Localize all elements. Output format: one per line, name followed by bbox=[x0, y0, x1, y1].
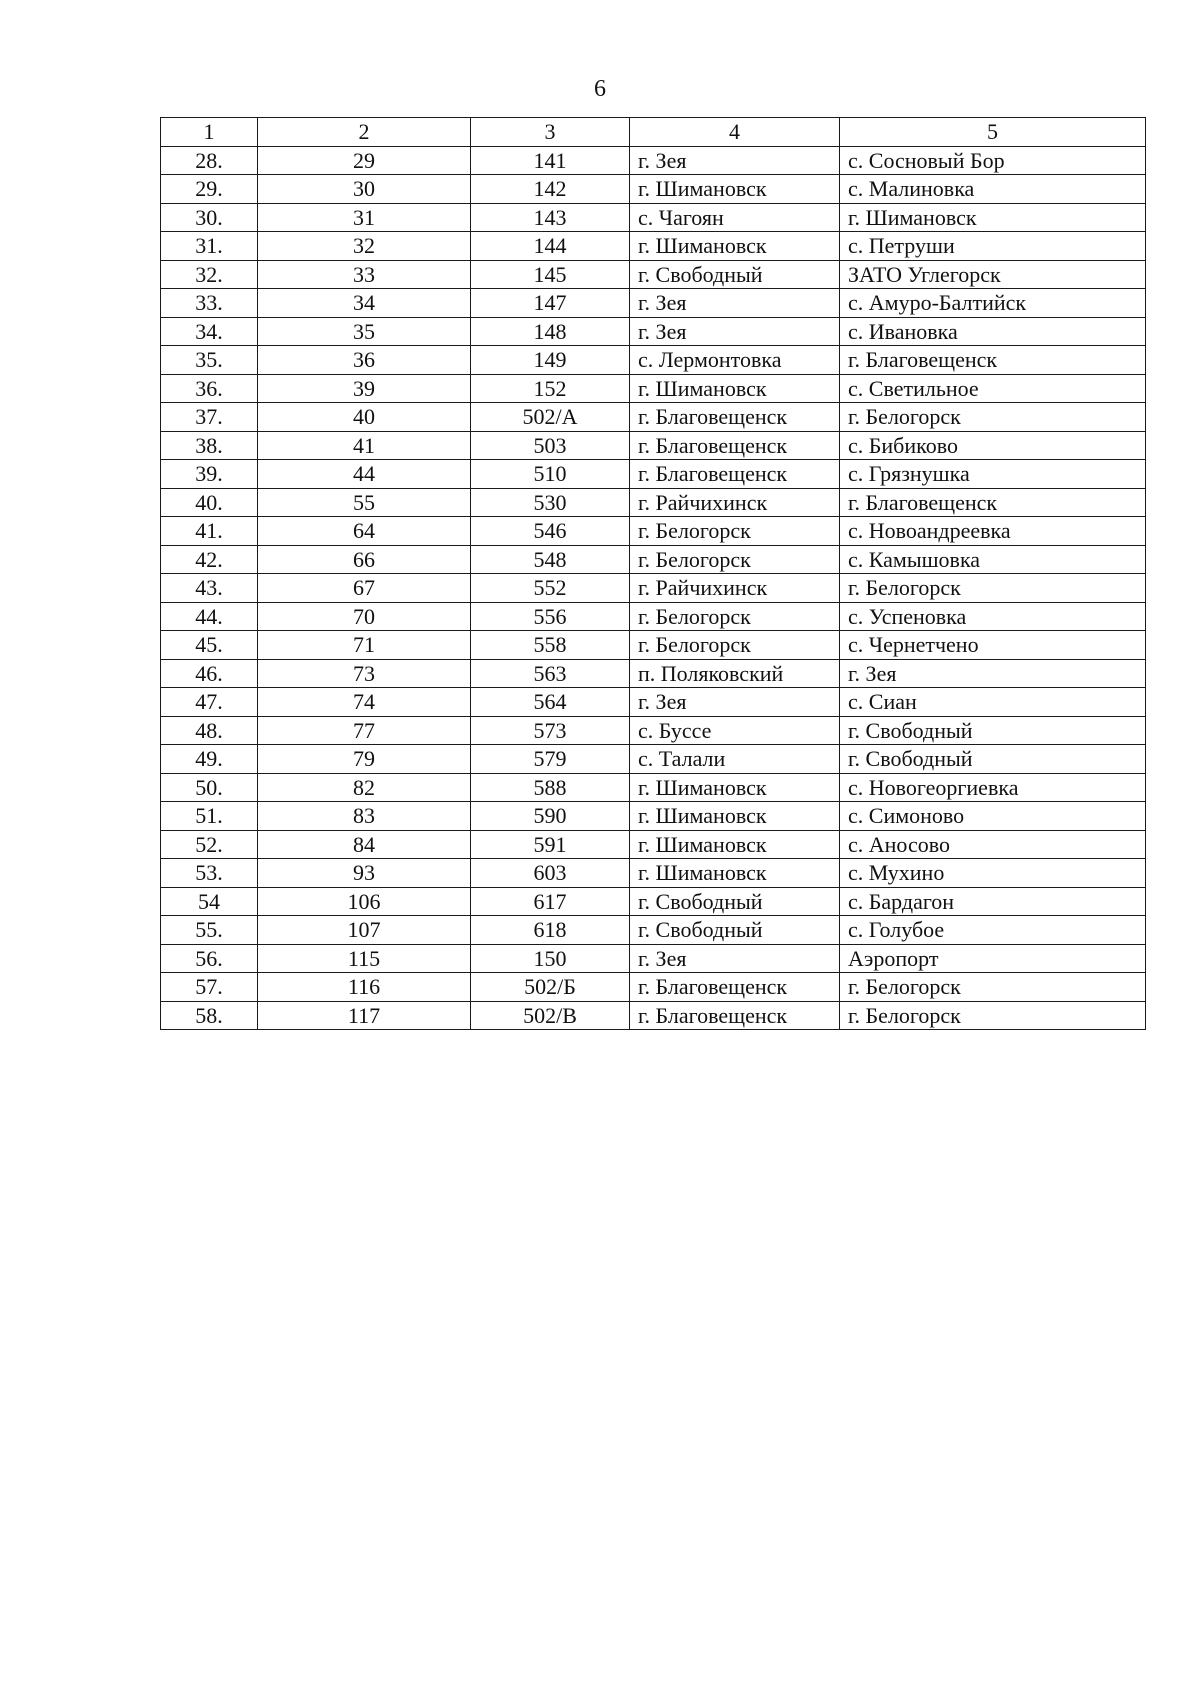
row-number-cell: 51. bbox=[161, 802, 258, 831]
end-point-cell: с. Петруши bbox=[840, 232, 1146, 261]
row-number-cell: 55. bbox=[161, 916, 258, 945]
table-row bbox=[161, 431, 1146, 460]
end-point-cell: г. Белогорск bbox=[840, 1001, 1146, 1030]
end-point-cell: с. Малиновка bbox=[840, 175, 1146, 204]
end-point-cell: г. Шимановск bbox=[840, 203, 1146, 232]
col2-value-cell: 74 bbox=[258, 688, 471, 717]
table-header-row bbox=[161, 118, 1146, 147]
row-number-cell: 53. bbox=[161, 859, 258, 888]
col2-value-cell: 83 bbox=[258, 802, 471, 831]
end-point-cell: с. Камышовка bbox=[840, 545, 1146, 574]
end-point-cell: с. Чернетчено bbox=[840, 631, 1146, 660]
end-point-cell: с. Мухино bbox=[840, 859, 1146, 888]
start-point-cell: г. Шимановск bbox=[630, 232, 840, 261]
route-number-cell: 552 bbox=[471, 574, 630, 603]
route-number-cell: 558 bbox=[471, 631, 630, 660]
routes-table-container bbox=[160, 117, 1145, 1030]
col2-value-cell: 55 bbox=[258, 488, 471, 517]
start-point-cell: г. Благовещенск bbox=[630, 973, 840, 1002]
route-number-cell: 563 bbox=[471, 659, 630, 688]
col2-value-cell: 84 bbox=[258, 830, 471, 859]
route-number-cell: 147 bbox=[471, 289, 630, 318]
end-point-cell: с. Симоново bbox=[840, 802, 1146, 831]
start-point-cell: г. Зея bbox=[630, 944, 840, 973]
route-number-cell: 579 bbox=[471, 745, 630, 774]
end-point-cell: г. Благовещенск bbox=[840, 346, 1146, 375]
row-number-cell: 30. bbox=[161, 203, 258, 232]
route-number-cell: 152 bbox=[471, 374, 630, 403]
end-point-cell: с. Сосновый Бор bbox=[840, 146, 1146, 175]
start-point-cell: г. Свободный bbox=[630, 260, 840, 289]
route-number-cell: 548 bbox=[471, 545, 630, 574]
start-point-cell: г. Белогорск bbox=[630, 631, 840, 660]
col2-value-cell: 29 bbox=[258, 146, 471, 175]
row-number-cell: 45. bbox=[161, 631, 258, 660]
start-point-cell: с. Лермонтовка bbox=[630, 346, 840, 375]
table-body bbox=[161, 146, 1146, 1030]
row-number-cell: 42. bbox=[161, 545, 258, 574]
table-row bbox=[161, 830, 1146, 859]
table-row bbox=[161, 773, 1146, 802]
start-point-cell: п. Поляковский bbox=[630, 659, 840, 688]
end-point-cell: с. Аносово bbox=[840, 830, 1146, 859]
end-point-cell: с. Новоандреевка bbox=[840, 517, 1146, 546]
end-point-cell: с. Ивановка bbox=[840, 317, 1146, 346]
table-row bbox=[161, 659, 1146, 688]
col2-value-cell: 93 bbox=[258, 859, 471, 888]
table-row bbox=[161, 203, 1146, 232]
end-point-cell: г. Благовещенск bbox=[840, 488, 1146, 517]
end-point-cell: с. Амуро-Балтийск bbox=[840, 289, 1146, 318]
header-col-2: 2 bbox=[258, 118, 471, 147]
table-row bbox=[161, 146, 1146, 175]
route-number-cell: 149 bbox=[471, 346, 630, 375]
end-point-cell: с. Светильное bbox=[840, 374, 1146, 403]
row-number-cell: 47. bbox=[161, 688, 258, 717]
start-point-cell: г. Райчихинск bbox=[630, 574, 840, 603]
route-number-cell: 150 bbox=[471, 944, 630, 973]
start-point-cell: г. Зея bbox=[630, 146, 840, 175]
header-col-1: 1 bbox=[161, 118, 258, 147]
start-point-cell: г. Шимановск bbox=[630, 859, 840, 888]
col2-value-cell: 106 bbox=[258, 887, 471, 916]
row-number-cell: 36. bbox=[161, 374, 258, 403]
row-number-cell: 50. bbox=[161, 773, 258, 802]
route-number-cell: 148 bbox=[471, 317, 630, 346]
route-number-cell: 556 bbox=[471, 602, 630, 631]
route-number-cell: 502/В bbox=[471, 1001, 630, 1030]
route-number-cell: 141 bbox=[471, 146, 630, 175]
start-point-cell: г. Зея bbox=[630, 688, 840, 717]
table-row bbox=[161, 374, 1146, 403]
start-point-cell: г. Свободный bbox=[630, 887, 840, 916]
row-number-cell: 58. bbox=[161, 1001, 258, 1030]
route-number-cell: 617 bbox=[471, 887, 630, 916]
col2-value-cell: 39 bbox=[258, 374, 471, 403]
start-point-cell: г. Белогорск bbox=[630, 517, 840, 546]
row-number-cell: 52. bbox=[161, 830, 258, 859]
start-point-cell: г. Шимановск bbox=[630, 374, 840, 403]
end-point-cell: г. Белогорск bbox=[840, 973, 1146, 1002]
col2-value-cell: 66 bbox=[258, 545, 471, 574]
row-number-cell: 39. bbox=[161, 460, 258, 489]
col2-value-cell: 70 bbox=[258, 602, 471, 631]
table-row bbox=[161, 973, 1146, 1002]
end-point-cell: с. Бибиково bbox=[840, 431, 1146, 460]
col2-value-cell: 77 bbox=[258, 716, 471, 745]
route-number-cell: 573 bbox=[471, 716, 630, 745]
end-point-cell: Аэропорт bbox=[840, 944, 1146, 973]
table-row bbox=[161, 631, 1146, 660]
table-row bbox=[161, 802, 1146, 831]
route-number-cell: 591 bbox=[471, 830, 630, 859]
row-number-cell: 38. bbox=[161, 431, 258, 460]
end-point-cell: г. Свободный bbox=[840, 745, 1146, 774]
end-point-cell: с. Бардагон bbox=[840, 887, 1146, 916]
row-number-cell: 49. bbox=[161, 745, 258, 774]
row-number-cell: 54 bbox=[161, 887, 258, 916]
table-row bbox=[161, 517, 1146, 546]
start-point-cell: г. Благовещенск bbox=[630, 1001, 840, 1030]
table-row bbox=[161, 1001, 1146, 1030]
table-row bbox=[161, 232, 1146, 261]
header-col-5: 5 bbox=[840, 118, 1146, 147]
table-row bbox=[161, 289, 1146, 318]
route-number-cell: 142 bbox=[471, 175, 630, 204]
table-row bbox=[161, 916, 1146, 945]
table-row bbox=[161, 488, 1146, 517]
table-row bbox=[161, 175, 1146, 204]
start-point-cell: г. Шимановск bbox=[630, 830, 840, 859]
row-number-cell: 40. bbox=[161, 488, 258, 517]
col2-value-cell: 44 bbox=[258, 460, 471, 489]
row-number-cell: 57. bbox=[161, 973, 258, 1002]
col2-value-cell: 64 bbox=[258, 517, 471, 546]
col2-value-cell: 41 bbox=[258, 431, 471, 460]
start-point-cell: г. Райчихинск bbox=[630, 488, 840, 517]
table-row bbox=[161, 545, 1146, 574]
end-point-cell: с. Грязнушка bbox=[840, 460, 1146, 489]
table-row bbox=[161, 260, 1146, 289]
page-number: 6 bbox=[594, 76, 606, 102]
col2-value-cell: 36 bbox=[258, 346, 471, 375]
header-col-4: 4 bbox=[630, 118, 840, 147]
col2-value-cell: 32 bbox=[258, 232, 471, 261]
col2-value-cell: 79 bbox=[258, 745, 471, 774]
end-point-cell: г. Зея bbox=[840, 659, 1146, 688]
start-point-cell: г. Благовещенск bbox=[630, 403, 840, 432]
route-number-cell: 145 bbox=[471, 260, 630, 289]
col2-value-cell: 71 bbox=[258, 631, 471, 660]
row-number-cell: 32. bbox=[161, 260, 258, 289]
route-number-cell: 143 bbox=[471, 203, 630, 232]
end-point-cell: г. Свободный bbox=[840, 716, 1146, 745]
route-number-cell: 588 bbox=[471, 773, 630, 802]
table-row bbox=[161, 688, 1146, 717]
row-number-cell: 33. bbox=[161, 289, 258, 318]
table-row bbox=[161, 859, 1146, 888]
start-point-cell: г. Свободный bbox=[630, 916, 840, 945]
route-number-cell: 502/Б bbox=[471, 973, 630, 1002]
route-number-cell: 603 bbox=[471, 859, 630, 888]
col2-value-cell: 107 bbox=[258, 916, 471, 945]
table-row bbox=[161, 745, 1146, 774]
row-number-cell: 31. bbox=[161, 232, 258, 261]
route-number-cell: 564 bbox=[471, 688, 630, 717]
route-number-cell: 546 bbox=[471, 517, 630, 546]
start-point-cell: г. Белогорск bbox=[630, 545, 840, 574]
table-row bbox=[161, 602, 1146, 631]
route-number-cell: 510 bbox=[471, 460, 630, 489]
routes-table bbox=[160, 117, 1146, 1030]
col2-value-cell: 30 bbox=[258, 175, 471, 204]
col2-value-cell: 67 bbox=[258, 574, 471, 603]
col2-value-cell: 116 bbox=[258, 973, 471, 1002]
col2-value-cell: 117 bbox=[258, 1001, 471, 1030]
table-row bbox=[161, 346, 1146, 375]
route-number-cell: 502/А bbox=[471, 403, 630, 432]
row-number-cell: 56. bbox=[161, 944, 258, 973]
col2-value-cell: 35 bbox=[258, 317, 471, 346]
end-point-cell: ЗАТО Углегорск bbox=[840, 260, 1146, 289]
table-row bbox=[161, 716, 1146, 745]
end-point-cell: с. Сиан bbox=[840, 688, 1146, 717]
row-number-cell: 28. bbox=[161, 146, 258, 175]
col2-value-cell: 82 bbox=[258, 773, 471, 802]
table-row bbox=[161, 887, 1146, 916]
row-number-cell: 43. bbox=[161, 574, 258, 603]
end-point-cell: с. Голубое bbox=[840, 916, 1146, 945]
start-point-cell: с. Буссе bbox=[630, 716, 840, 745]
start-point-cell: г. Шимановск bbox=[630, 802, 840, 831]
row-number-cell: 34. bbox=[161, 317, 258, 346]
row-number-cell: 35. bbox=[161, 346, 258, 375]
start-point-cell: с. Талали bbox=[630, 745, 840, 774]
row-number-cell: 46. bbox=[161, 659, 258, 688]
route-number-cell: 144 bbox=[471, 232, 630, 261]
table-row bbox=[161, 317, 1146, 346]
col2-value-cell: 115 bbox=[258, 944, 471, 973]
col2-value-cell: 31 bbox=[258, 203, 471, 232]
col2-value-cell: 33 bbox=[258, 260, 471, 289]
start-point-cell: с. Чагоян bbox=[630, 203, 840, 232]
route-number-cell: 590 bbox=[471, 802, 630, 831]
col2-value-cell: 34 bbox=[258, 289, 471, 318]
col2-value-cell: 73 bbox=[258, 659, 471, 688]
start-point-cell: г. Белогорск bbox=[630, 602, 840, 631]
row-number-cell: 37. bbox=[161, 403, 258, 432]
route-number-cell: 530 bbox=[471, 488, 630, 517]
table-row bbox=[161, 944, 1146, 973]
row-number-cell: 41. bbox=[161, 517, 258, 546]
route-number-cell: 503 bbox=[471, 431, 630, 460]
row-number-cell: 29. bbox=[161, 175, 258, 204]
end-point-cell: с. Новогеоргиевка bbox=[840, 773, 1146, 802]
start-point-cell: г. Благовещенск bbox=[630, 431, 840, 460]
table-row bbox=[161, 460, 1146, 489]
row-number-cell: 44. bbox=[161, 602, 258, 631]
start-point-cell: г. Зея bbox=[630, 317, 840, 346]
start-point-cell: г. Зея bbox=[630, 289, 840, 318]
end-point-cell: г. Белогорск bbox=[840, 403, 1146, 432]
table-row bbox=[161, 574, 1146, 603]
end-point-cell: г. Белогорск bbox=[840, 574, 1146, 603]
header-col-3: 3 bbox=[471, 118, 630, 147]
table-row bbox=[161, 403, 1146, 432]
start-point-cell: г. Благовещенск bbox=[630, 460, 840, 489]
row-number-cell: 48. bbox=[161, 716, 258, 745]
start-point-cell: г. Шимановск bbox=[630, 773, 840, 802]
col2-value-cell: 40 bbox=[258, 403, 471, 432]
start-point-cell: г. Шимановск bbox=[630, 175, 840, 204]
route-number-cell: 618 bbox=[471, 916, 630, 945]
end-point-cell: с. Успеновка bbox=[840, 602, 1146, 631]
